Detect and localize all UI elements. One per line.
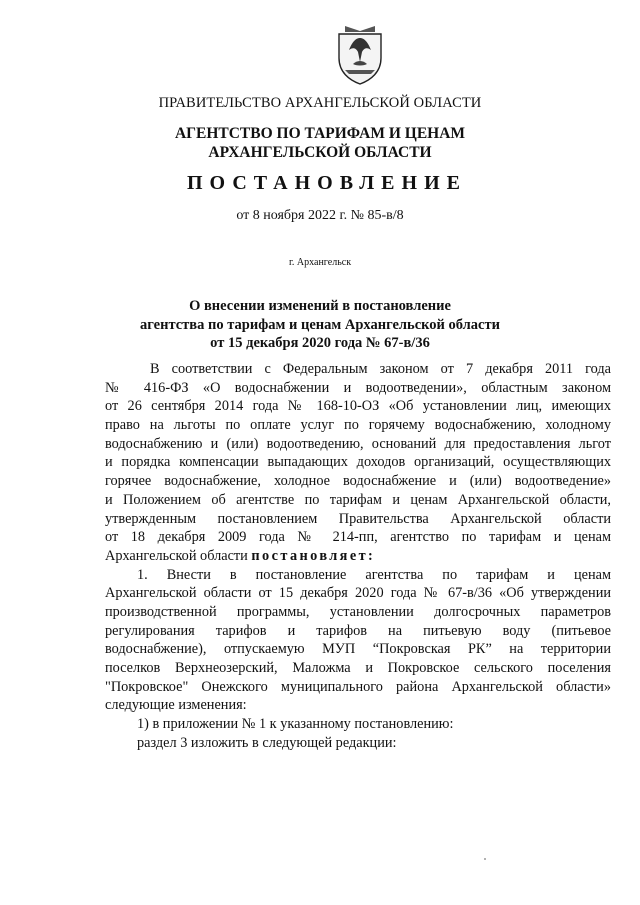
subject-line-3: от 15 декабря 2020 года № 67-в/36 (210, 335, 430, 351)
agency-name (0, 124, 640, 162)
arkhangelsk-coat-of-arms-icon (331, 20, 389, 86)
text-line: "Покровское" Онежского муниципального района Архангельской области» (105, 678, 611, 695)
item-1-paragraph (105, 566, 611, 716)
text-line: от 26 сентября 2014 года № 168-10-ОЗ «Об установлении лиц, имеющих (105, 398, 611, 415)
subject-line-2: агентства по тарифам и ценам Архангельской области (140, 316, 500, 333)
text-line: Архангельской области от 15 декабря 2020 года № 67-в/36 «Об утверждении (105, 585, 611, 602)
text-line: и порядка компенсации выпадающих доходов организаций, осуществляющих (105, 454, 611, 471)
sub-item-1: 1) в приложении № 1 к указанному постановлению: (137, 716, 454, 733)
document-date-number: от 8 ноября 2022 г. № 85-в/8 (236, 208, 404, 223)
final-line-prefix: Архангельской области (105, 547, 252, 564)
text-line: от 18 декабря 2009 года № 214-пп, агентство по тарифам и ценам (105, 529, 611, 546)
preamble-paragraph (105, 360, 611, 566)
resolves-keyword: постановляет: (251, 547, 376, 564)
text-line: горячее водоснабжение, холодное водоснабжение и (или) водоотведение» (105, 473, 611, 490)
coat-of-arms-emblem (331, 20, 389, 86)
text-line: право на льготы по оплате услуг по горячему водоснабжению, холодному (105, 417, 611, 434)
document-subject (0, 297, 640, 353)
text-line: и Положением об агентстве по тарифам и ценам Архангельской области, (105, 491, 611, 508)
text-line: 1. Внести в постановление агентства по тарифам и ценам (137, 566, 611, 583)
text-line: В соответствии с Федеральным законом от 7 декабря 2011 года (150, 361, 611, 377)
text-line: № 416-ФЗ «О водоснабжении и водоотведении», областным законом (105, 379, 611, 396)
text-line: водоснабжение), отпускаемую МУП “Покровская РК” на территории (105, 641, 611, 658)
text-line-final (105, 547, 611, 566)
text-line: следующие изменения: (105, 697, 247, 714)
subject-line-1: О внесении изменений в постановление (189, 298, 451, 314)
document-type-title: ПОСТАНОВЛЕНИЕ (187, 172, 467, 194)
scan-speck (484, 858, 486, 860)
sub-item-2: раздел 3 изложить в следующей редакции: (137, 734, 397, 751)
text-line: водоснабжению и (или) водоотведению, оснований для предоставления льгот (105, 435, 611, 452)
text-line: регулирования тарифов и тарифов на питьевую воду (питьевое (105, 622, 611, 639)
document-body (105, 360, 611, 752)
city-name: г. Архангельск (288, 257, 352, 268)
text-line: поселков Верхнеозерский, Маложма и Покровское сельского поселения (105, 660, 611, 676)
text-line: утвержденным постановлением Правительства Архангельской области (105, 510, 611, 527)
government-name: ПРАВИТЕЛЬСТВО АРХАНГЕЛЬСКОЙ ОБЛАСТИ (158, 95, 482, 111)
agency-name-line-2: АРХАНГЕЛЬСКОЙ ОБЛАСТИ (208, 144, 432, 161)
text-line: производственной программы, установлении долгосрочных параметров (105, 603, 611, 620)
agency-name-line-1: АГЕНТСТВО ПО ТАРИФАМ И ЦЕНАМ (174, 125, 466, 142)
